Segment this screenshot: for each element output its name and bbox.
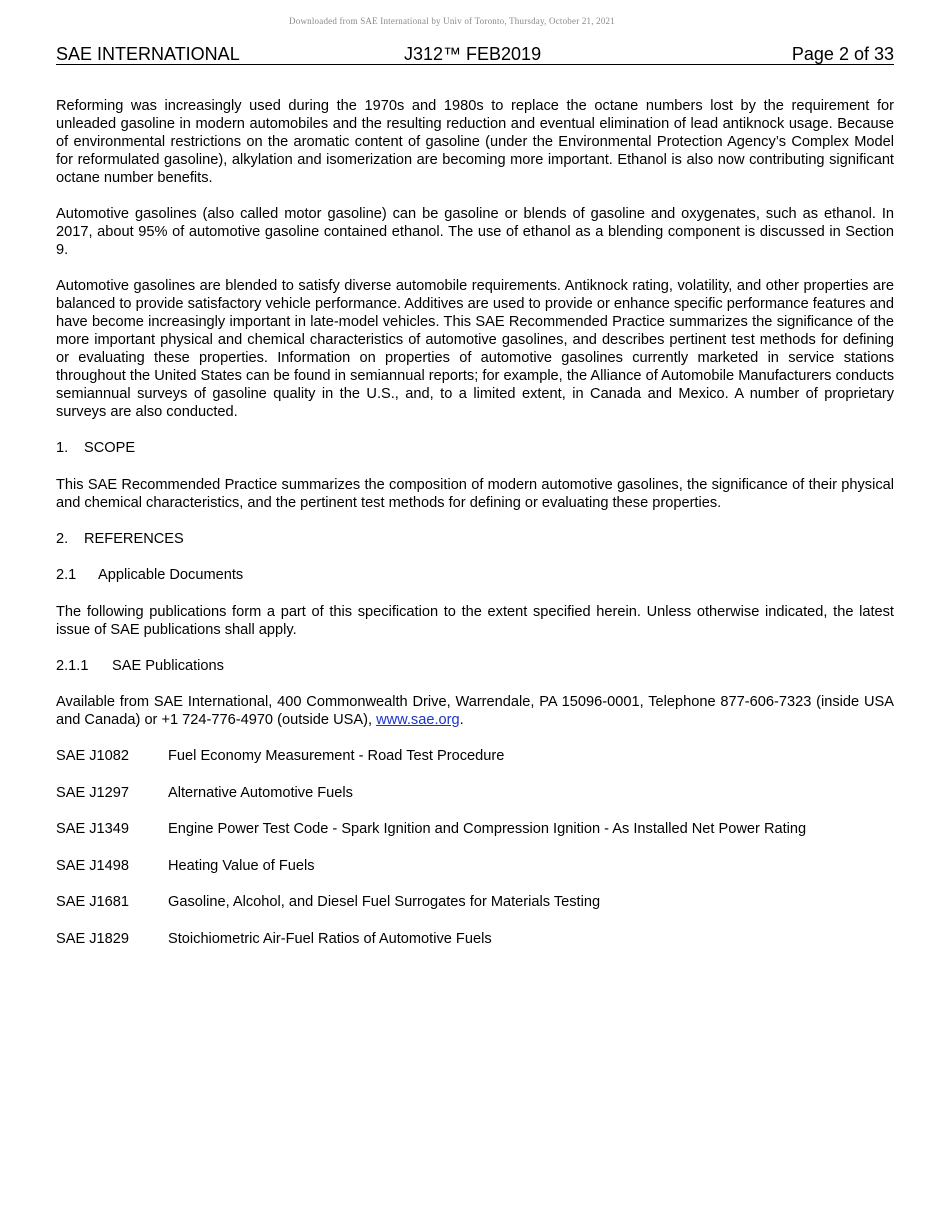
- reference-title: Stoichiometric Air-Fuel Ratios of Automotive Fuels: [168, 930, 492, 947]
- download-watermark: Downloaded from SAE International by Univ of Toronto, Thursday, October 21, 2021: [289, 16, 615, 26]
- intro-paragraph-blending: Automotive gasolines are blended to satisfy diverse automobile requirements. Antiknock rating, volatility, and other properties are balanced to provide satisfactory vehicle performance. Additives are used to provide or enhance specific performance features and have become increasingly important in late-model vehicles. This SAE Recommended Practice summarizes the significance of the more important physical and chemical characteristics of automotive gasolines, and describes pertinent test methods for defining or evaluating these properties. Information on properties of automotive gasolines currently marketed in service stations throughout the United States can be found in semiannual reports; for example, the Alliance of Automobile Manufacturers conducts semiannual surveys of gasoline quality in the U.S., and, to a limited extent, in Canada and Mexico. A number of proprietary surveys are also conducted.: [56, 278, 894, 420]
- reference-code: SAE J1297: [56, 784, 130, 801]
- intro-paragraph-reforming: Reforming was increasingly used during the 1970s and 1980s to replace the octane numbers lost by the requirement for unleaded gasoline in modern automobiles and the resulting reduction and eventual elimination of lead antiknock usage. Because of environmental restrictions on the aromatic content of gasoline (under the Environmental Protection Agency’s Complex Model for reformulated gasoline), alkylation and isomerization are becoming more important. Ethanol is also now contributing significant octane number benefits.: [56, 98, 894, 186]
- section-number: 2.: [56, 530, 69, 547]
- reference-item: [56, 784, 894, 802]
- availability-end: .: [459, 712, 464, 728]
- reference-code: SAE J1829: [56, 930, 130, 947]
- reference-title: Engine Power Test Code - Spark Ignition and Compression Ignition - As Installed Net Power Rating: [168, 821, 807, 838]
- reference-item: [56, 893, 894, 911]
- subsection-number: 2.1: [56, 567, 77, 583]
- reference-item: [56, 857, 894, 875]
- section-heading-references: [56, 530, 894, 548]
- section-title: REFERENCES: [84, 530, 184, 547]
- sae-availability-paragraph: [56, 693, 894, 729]
- subsection-heading-sae-publications: [56, 657, 894, 675]
- reference-code: SAE J1082: [56, 748, 130, 764]
- subsection-title: SAE Publications: [112, 657, 224, 674]
- header-page-number: Page 2 of 33: [791, 44, 894, 64]
- reference-item: [56, 747, 894, 765]
- header-organization: SAE INTERNATIONAL: [56, 44, 240, 64]
- subsection-heading-applicable-documents: [56, 566, 894, 584]
- header-document-id: J312™ FEB2019: [404, 44, 542, 64]
- reference-item: [56, 820, 894, 838]
- section-heading-scope: [56, 439, 894, 457]
- document-body: [56, 97, 894, 967]
- sae-website-link[interactable]: www.sae.org: [376, 712, 460, 728]
- reference-title: Fuel Economy Measurement - Road Test Procedure: [168, 748, 505, 764]
- reference-title: Gasoline, Alcohol, and Diesel Fuel Surrogates for Materials Testing: [168, 894, 601, 911]
- section-number: 1.: [56, 440, 69, 456]
- subsection-number: 2.1.1: [56, 657, 89, 674]
- applicable-documents-paragraph: The following publications form a part of this specification to the extent specified herein. Unless otherwise indicated, the latest issue of SAE publications shall apply.: [56, 603, 894, 638]
- reference-code: SAE J1498: [56, 857, 130, 874]
- reference-title: Heating Value of Fuels: [168, 857, 315, 874]
- scope-paragraph: This SAE Recommended Practice summarizes the composition of modern automotive gasolines, the significance of their physical and chemical characteristics, and the pertinent test methods for defining or evaluating these properties.: [56, 476, 894, 511]
- subsection-title: Applicable Documents: [98, 567, 244, 583]
- reference-item: [56, 930, 894, 948]
- page-header: [56, 44, 894, 65]
- reference-title: Alternative Automotive Fuels: [168, 784, 353, 801]
- availability-text: Available from SAE International, 400 Commonwealth Drive, Warrendale, PA 15096-0001, Telephone 877-606-7323 (inside USA and Canada) or +1 724-776-4970 (outside USA),: [56, 694, 894, 728]
- reference-code: SAE J1349: [56, 821, 130, 838]
- intro-paragraph-automotive-gasolines: Automotive gasolines (also called motor gasoline) can be gasoline or blends of gasoline and oxygenates, such as ethanol. In 2017, about 95% of automotive gasoline contained ethanol. The use of ethanol as a blending component is discussed in Section 9.: [56, 206, 894, 258]
- reference-code: SAE J1681: [56, 894, 130, 911]
- section-title: SCOPE: [84, 440, 136, 456]
